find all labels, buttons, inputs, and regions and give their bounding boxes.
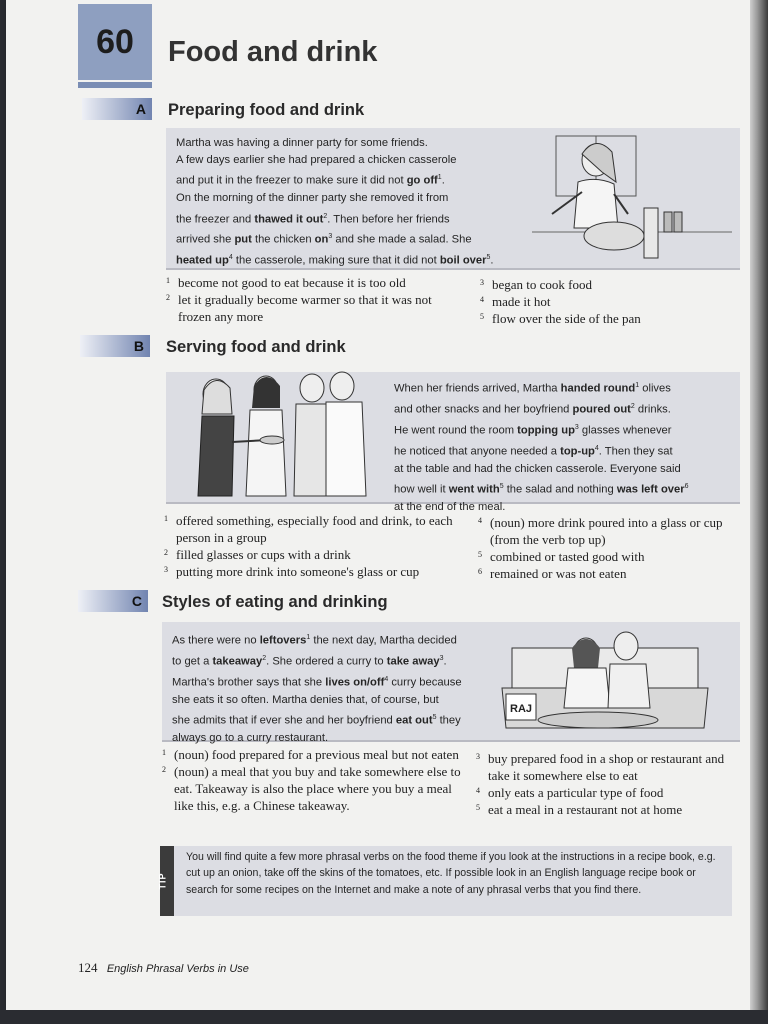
- section-a-title: Preparing food and drink: [168, 101, 365, 119]
- page-bottom-shadow: [0, 1010, 768, 1024]
- section-a-definitions-left: [166, 274, 458, 325]
- tip-tab: [157, 846, 174, 916]
- takeaway-bag-label: RAJ: [510, 703, 533, 715]
- story-line: arrived she put the chicken $on^3$ and she made a salad. She: [176, 233, 472, 247]
- section-a-story: [176, 135, 521, 270]
- story-line: As there were no leftovers$^1$ the next day, Martha decided: [172, 634, 457, 647]
- section-a-tab: [82, 98, 152, 120]
- section-c-definitions-left: [162, 746, 466, 814]
- definition-item: 6 remained or was not eaten: [478, 566, 627, 581]
- unit-title: Food and drink: [168, 36, 378, 68]
- section-b-title: Serving food and drink: [166, 338, 346, 356]
- definition-item: 3 putting more drink into someone's glass or cup: [164, 564, 420, 579]
- section-b-letter: B: [133, 338, 144, 354]
- definition-item: 1 offered something, especially food and drink, to each person in a group: [164, 513, 453, 545]
- section-c-letter: C: [131, 593, 142, 609]
- story-line: always go to a curry restaurant.: [172, 731, 329, 744]
- page-footer: [78, 960, 249, 976]
- definition-item: 5 combined or tasted good with: [478, 549, 645, 564]
- story-line: he noticed that anyone needed a top-$up^4$. Then they sat: [394, 444, 673, 458]
- unit-number: 60: [96, 22, 134, 61]
- story-line: she eats it so often. Martha denies that, of course, but: [172, 693, 439, 706]
- unit-number-box: [78, 4, 152, 80]
- page-edge: [750, 0, 768, 1024]
- story-line: Martha's brother says that she lives on/off$^4$ curry because: [172, 675, 462, 689]
- unit-underline: [78, 82, 152, 88]
- section-b-definitions-left: [164, 512, 464, 580]
- book-title: English Phrasal Verbs in Use: [106, 963, 249, 975]
- definition-item: 5 eat a meal in a restaurant not at home: [476, 802, 683, 817]
- story-line: at the table and had the chicken casserole. Everyone said: [394, 462, 681, 475]
- story-line: to get a takeaway$^2$. She ordered a curry to take away$^3$.: [172, 654, 447, 668]
- story-line: at the end of the meal.: [394, 500, 506, 513]
- cooking-woman-illustration: [532, 132, 732, 266]
- story-line: heated $up^4$ the casserole, making sure that it did not boil over$^5$.: [176, 254, 494, 268]
- section-c-definitions-right: [476, 750, 738, 818]
- definition-item: 3 began to cook food: [480, 277, 593, 292]
- definition-item: 4 only eats a particular type of food: [476, 785, 664, 800]
- sofa-takeaway-illustration: [498, 628, 714, 738]
- story-line: and other snacks and her boyfriend poured out$^2$ drinks.: [394, 402, 671, 416]
- page-number: 124: [78, 960, 98, 975]
- definition-item: 3 buy prepared food in a shop or restaurant and take it somewhere else to eat: [476, 751, 725, 783]
- section-c-title: Styles of eating and drinking: [162, 593, 388, 611]
- definition-item: 5 flow over the side of the pan: [480, 311, 641, 326]
- section-b-tab: [80, 335, 150, 357]
- definition-item: 2 let it gradually become warmer so that it was not frozen any more: [166, 292, 432, 324]
- tip-label: TIP: [157, 872, 168, 890]
- story-line: how well it went with$^5$ the salad and nothing was left over$^6$: [394, 482, 689, 496]
- section-b-definitions-right: [478, 514, 736, 582]
- definition-item: 1 become not good to eat because it is too old: [166, 275, 406, 290]
- story-line: Martha was having a dinner party for some friends.: [176, 137, 428, 149]
- definition-item: 4 (noun) more drink poured into a glass or cup (from the verb top up): [478, 515, 723, 547]
- section-c-story: [172, 629, 498, 747]
- party-guests-illustration: [176, 368, 382, 502]
- section-a-letter: A: [135, 101, 146, 117]
- story-line: He went round the room topping $up^3$ glasses whenever: [394, 423, 672, 437]
- story-line: the freezer and thawed it out$^2$. Then before her friends: [176, 212, 450, 226]
- story-line: When her friends arrived, Martha handed round$^1$ olives: [394, 382, 671, 395]
- tip-text: You will find quite a few more phrasal verbs on the food theme if you look at the instructions in a recipe book, e.g. cut up an onion, take off the skins of the tomatoes, etc. If possible look in an English language recipe book or search for some recipes on the Internet and make a note of any phrasal verbs that you find there.: [186, 851, 716, 896]
- story-line: A few days earlier she had prepared a chicken casserole: [176, 154, 457, 167]
- story-line: and put it in the freezer to make sure it did not go off$^1$.: [176, 174, 445, 188]
- section-a-definitions-right: [480, 276, 732, 327]
- story-line: she admits that if ever she and her boyfriend eat out$^5$ they: [172, 714, 461, 727]
- section-c-tab: [78, 590, 148, 612]
- definition-item: 2 (noun) a meal that you buy and take somewhere else to eat. Takeaway is also the place where you buy a meal like this, e.g. a Chinese takeaway.: [162, 764, 461, 813]
- definition-item: 4 made it hot: [480, 294, 551, 309]
- definition-item: 2 filled glasses or cups with a drink: [164, 547, 351, 562]
- story-line: On the morning of the dinner party she removed it from: [176, 192, 449, 205]
- definition-item: 1 (noun) food prepared for a previous meal but not eaten: [162, 747, 459, 762]
- section-b-story: [394, 377, 734, 516]
